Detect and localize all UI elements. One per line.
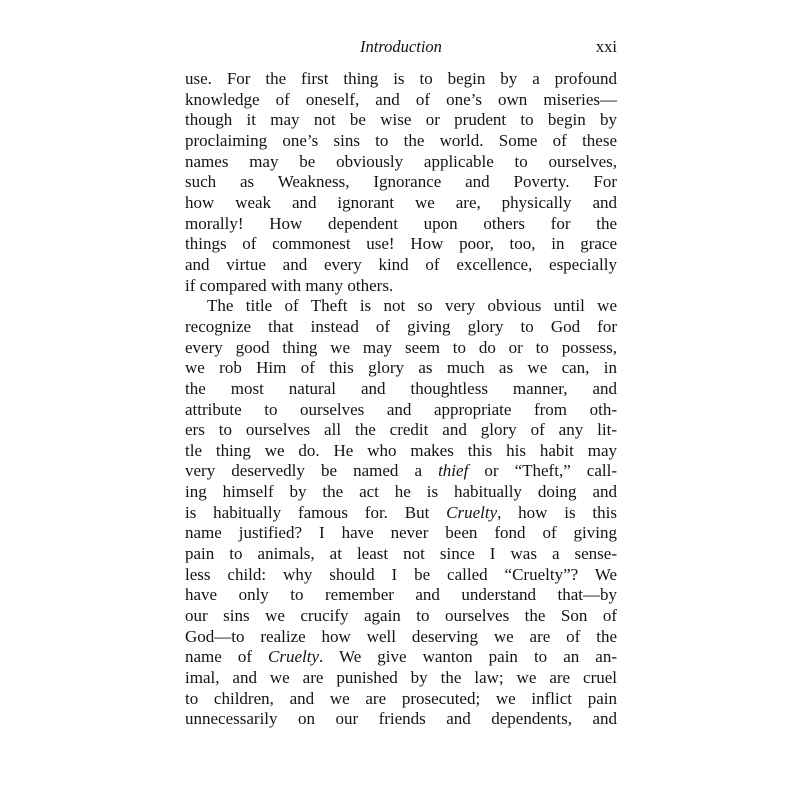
text-run: name of (185, 647, 269, 667)
text-run: proclaiming one’s sins to the world. Some of these (185, 130, 617, 150)
italic-text: Cruelty (446, 502, 498, 522)
text-line (185, 420, 617, 441)
text-line (185, 627, 617, 648)
text-run: every good thing we may seem to do or to possess, (185, 337, 617, 357)
text-line (185, 400, 617, 421)
text-run: have only to remember and understand that—by (185, 585, 617, 605)
text-line (185, 234, 617, 255)
text-run: God—to realize how well deserving we are of the (185, 626, 617, 646)
text-line (185, 131, 617, 152)
text-run: The title of Theft is not so very obvious until we (207, 296, 617, 316)
text-line (185, 503, 617, 524)
text-line (185, 379, 617, 400)
text-run: our sins we crucify again to ourselves the Son of (185, 606, 617, 626)
text-run: how weak and ignorant we are, physically and (185, 192, 617, 212)
text-run: . We give wanton pain to an an- (319, 647, 617, 667)
text-line (185, 358, 617, 379)
text-run: imal, and we are punished by the law; we are cruel (185, 668, 617, 688)
text-run: name justified? I have never been fond of giving (185, 523, 617, 543)
text-line (185, 482, 617, 503)
paragraph (185, 296, 617, 730)
text-line (185, 193, 617, 214)
body-text (185, 69, 617, 730)
text-run: such as Weakness, Ignorance and Poverty. For (185, 172, 617, 192)
text-run: though it may not be wise or prudent to begin by (185, 110, 617, 130)
text-run: if compared with many others. (185, 275, 394, 295)
text-line (185, 585, 617, 606)
text-run: use. For the first thing is to begin by a profound (185, 69, 617, 88)
text-run: morally! How dependent upon others for the (185, 213, 617, 233)
page-number: xxi (595, 37, 617, 56)
text-run: the most natural and thoughtless manner, and (185, 378, 617, 398)
text-run: very deservedly be named a (185, 461, 439, 481)
italic-text: thief (438, 461, 469, 481)
text-line (185, 565, 617, 586)
text-line (185, 296, 617, 317)
header-title: Introduction (360, 37, 442, 56)
italic-text: Cruelty (268, 647, 320, 667)
text-line (185, 523, 617, 544)
text-run: attribute to ourselves and appropriate from oth- (185, 399, 617, 419)
text-line (185, 172, 617, 193)
text-run: pain to animals, at least not since I was a sense- (185, 544, 617, 564)
text-column (185, 36, 617, 730)
text-run: and virtue and every kind of excellence, especially (185, 254, 617, 274)
text-line (185, 689, 617, 710)
text-run: is habitually famous for. But (185, 502, 447, 522)
text-line (185, 317, 617, 338)
text-line (185, 441, 617, 462)
text-line (185, 110, 617, 131)
text-run: , how is this (497, 502, 617, 522)
paragraph (185, 69, 617, 296)
text-run: ing himself by the act he is habitually doing and (185, 482, 617, 502)
text-line (185, 544, 617, 565)
text-line (185, 709, 617, 730)
text-run: we rob Him of this glory as much as we can, in (185, 358, 617, 378)
text-line (185, 69, 617, 90)
text-run: things of commonest use! How poor, too, in grace (185, 234, 617, 254)
text-line (185, 214, 617, 235)
text-line (185, 461, 617, 482)
text-line (185, 152, 617, 173)
text-line (185, 90, 617, 111)
text-line (185, 338, 617, 359)
text-line (185, 255, 617, 276)
text-line (185, 647, 617, 668)
text-run: tle thing we do. He who makes this his habit may (185, 440, 617, 460)
running-header (185, 36, 617, 58)
text-run: ers to ourselves all the credit and glory of any lit- (185, 420, 617, 440)
text-run: less child: why should I be called “Cruelty”? We (185, 564, 617, 584)
text-run: recognize that instead of giving glory to God for (185, 316, 617, 336)
text-run: to children, and we are prosecuted; we inflict pain (185, 688, 617, 708)
text-line (185, 668, 617, 689)
text-run: knowledge of oneself, and of one’s own miseries— (185, 89, 617, 109)
text-line (185, 606, 617, 627)
text-line (185, 276, 617, 297)
text-run: names may be obviously applicable to ourselves, (185, 151, 617, 171)
text-run: unnecessarily on our friends and dependents, and (185, 709, 617, 729)
text-run: or “Theft,” call- (468, 461, 618, 481)
